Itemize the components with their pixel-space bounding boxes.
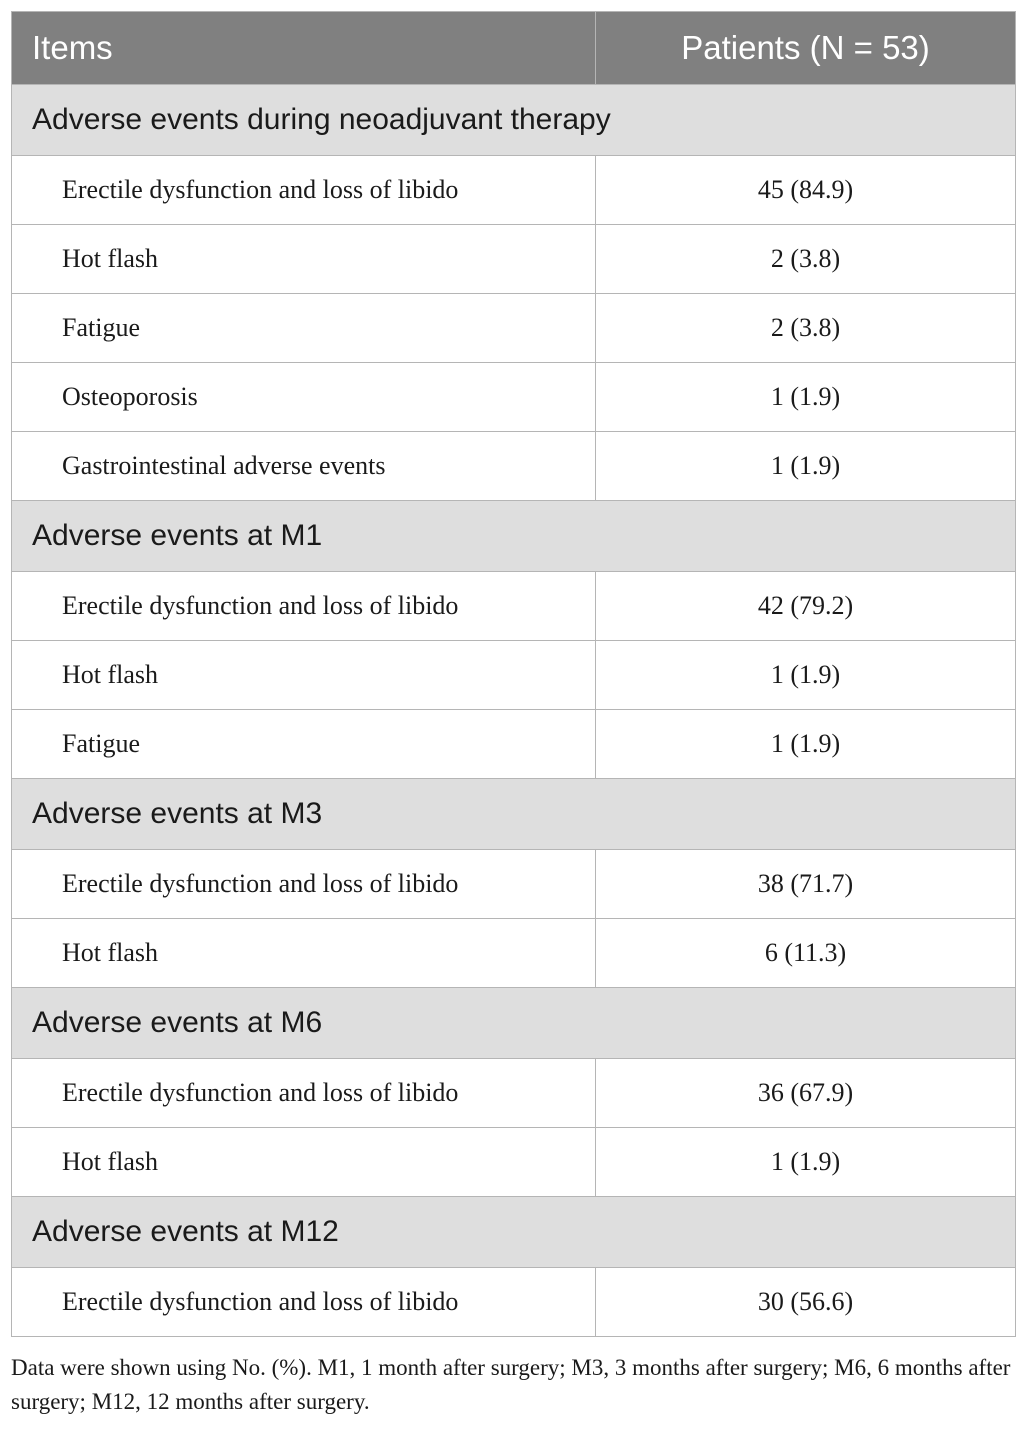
table-row bbox=[12, 850, 1016, 919]
section-title: Adverse events at M1 bbox=[12, 501, 1016, 572]
row-value: 6 (11.3) bbox=[596, 919, 1016, 988]
table-row bbox=[12, 641, 1016, 710]
table-row bbox=[12, 294, 1016, 363]
row-item: Erectile dysfunction and loss of libido bbox=[12, 1059, 596, 1128]
row-value: 45 (84.9) bbox=[596, 156, 1016, 225]
header-items: Items bbox=[12, 12, 596, 85]
row-value: 38 (71.7) bbox=[596, 850, 1016, 919]
section-row bbox=[12, 1197, 1016, 1268]
row-item: Hot flash bbox=[12, 225, 596, 294]
adverse-events-table bbox=[11, 11, 1016, 1337]
row-value: 30 (56.6) bbox=[596, 1268, 1016, 1337]
section-title: Adverse events at M6 bbox=[12, 988, 1016, 1059]
table-row bbox=[12, 432, 1016, 501]
row-item: Osteoporosis bbox=[12, 363, 596, 432]
table-footnote: Data were shown using No. (%). M1, 1 month after surgery; M3, 3 months after surgery; M6, 6 months after surgery; M12, 12 months after surgery. bbox=[11, 1355, 1011, 1414]
row-item: Fatigue bbox=[12, 710, 596, 779]
table-header-row bbox=[12, 12, 1016, 85]
row-item: Hot flash bbox=[12, 1128, 596, 1197]
table-row bbox=[12, 1059, 1016, 1128]
row-item: Erectile dysfunction and loss of libido bbox=[12, 156, 596, 225]
row-value: 2 (3.8) bbox=[596, 225, 1016, 294]
row-value: 36 (67.9) bbox=[596, 1059, 1016, 1128]
row-item: Hot flash bbox=[12, 919, 596, 988]
table-row bbox=[12, 363, 1016, 432]
table-row bbox=[12, 1128, 1016, 1197]
table-row bbox=[12, 572, 1016, 641]
row-item: Hot flash bbox=[12, 641, 596, 710]
row-item: Erectile dysfunction and loss of libido bbox=[12, 1268, 596, 1337]
row-value: 1 (1.9) bbox=[596, 1128, 1016, 1197]
row-value: 1 (1.9) bbox=[596, 641, 1016, 710]
table-row bbox=[12, 225, 1016, 294]
row-value: 1 (1.9) bbox=[596, 710, 1016, 779]
section-title: Adverse events at M3 bbox=[12, 779, 1016, 850]
section-row bbox=[12, 85, 1016, 156]
table-row bbox=[12, 1268, 1016, 1337]
section-title: Adverse events during neoadjuvant therapy bbox=[12, 85, 1016, 156]
row-item: Fatigue bbox=[12, 294, 596, 363]
section-title: Adverse events at M12 bbox=[12, 1197, 1016, 1268]
adverse-events-table-container bbox=[11, 11, 1015, 1337]
row-item: Gastrointestinal adverse events bbox=[12, 432, 596, 501]
row-value: 2 (3.8) bbox=[596, 294, 1016, 363]
row-value: 1 (1.9) bbox=[596, 363, 1016, 432]
row-value: 1 (1.9) bbox=[596, 432, 1016, 501]
section-row bbox=[12, 779, 1016, 850]
row-value: 42 (79.2) bbox=[596, 572, 1016, 641]
table-row bbox=[12, 710, 1016, 779]
row-item: Erectile dysfunction and loss of libido bbox=[12, 572, 596, 641]
section-row bbox=[12, 501, 1016, 572]
section-row bbox=[12, 988, 1016, 1059]
header-patients: Patients (N = 53) bbox=[596, 12, 1016, 85]
table-row bbox=[12, 156, 1016, 225]
row-item: Erectile dysfunction and loss of libido bbox=[12, 850, 596, 919]
table-row bbox=[12, 919, 1016, 988]
